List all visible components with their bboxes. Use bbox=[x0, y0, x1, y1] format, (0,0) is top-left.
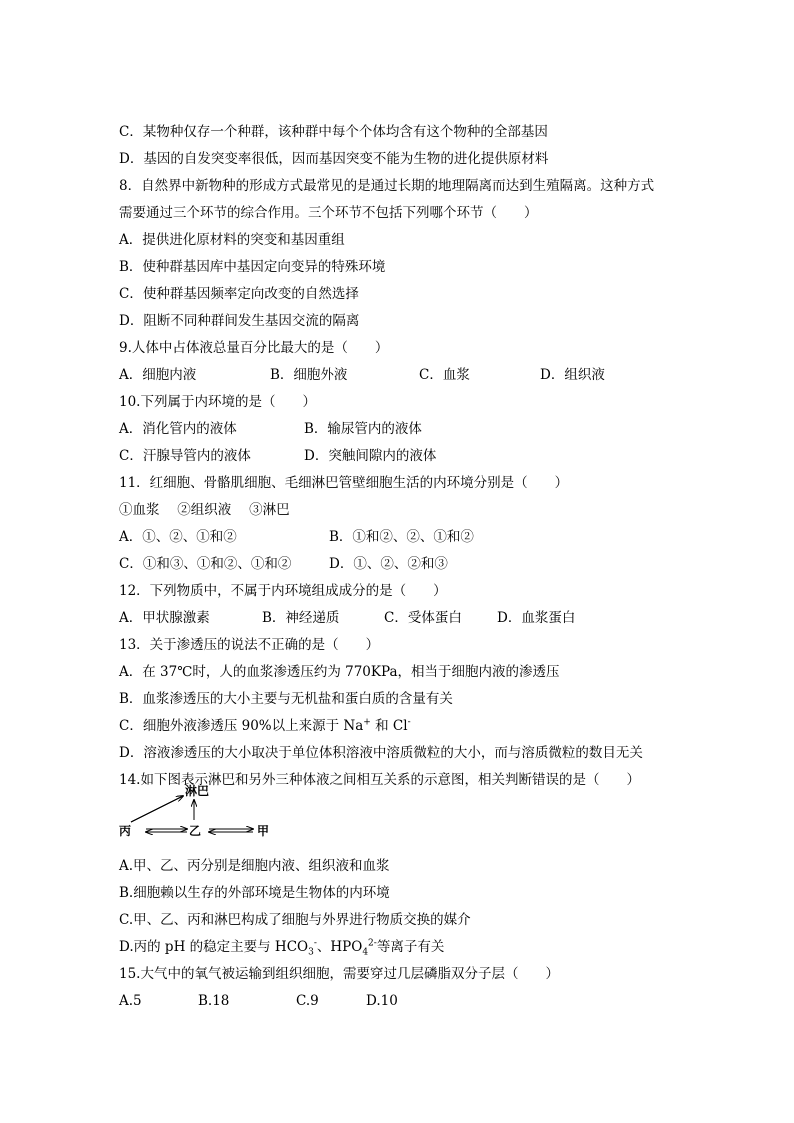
q12-option-d: D．血浆蛋白 bbox=[497, 610, 576, 626]
q12-stem: 12．下列物质中，不属于内环境组成成分的是（ ） bbox=[119, 583, 447, 599]
q9-option-c: C．血浆 bbox=[419, 367, 470, 383]
q10-stem: 10.下列属于内环境的是（ ） bbox=[119, 394, 316, 410]
q15-option-b: B.18 bbox=[198, 993, 230, 1009]
q12-option-c: C．受体蛋白 bbox=[384, 610, 462, 626]
q8-option-b: B．使种群基因库中基因定向变异的特殊环境 bbox=[119, 259, 386, 275]
q10-option-c: C．汗腺导管内的液体 bbox=[119, 448, 251, 464]
q13-stem: 13．关于渗透压的说法不正确的是（ ） bbox=[119, 637, 380, 653]
hco3-subscript: 3 bbox=[308, 947, 314, 958]
q11-option-b: B．①和②、②、①和② bbox=[329, 529, 474, 545]
q9-option-b: B．细胞外液 bbox=[270, 367, 348, 383]
q7-option-c: C．某物种仅存一个种群，该种群中每个个体均含有这个物种的全部基因 bbox=[119, 124, 548, 140]
q15-option-c: C.9 bbox=[296, 993, 319, 1009]
q9-option-a: A．细胞内液 bbox=[119, 367, 197, 383]
q14-option-d-text: D.丙的 pH 的稳定主要与 HCO bbox=[119, 939, 309, 955]
q11-option-d: D．①、②、②和③ bbox=[329, 556, 448, 572]
q10-option-a: A．消化管内的液体 bbox=[119, 421, 237, 437]
q7-option-d: D．基因的自发突变率很低，因而基因突变不能为生物的进化提供原材料 bbox=[119, 151, 549, 167]
q14-option-b: B.细胞赖以生存的外部环境是生物体的内环境 bbox=[119, 885, 390, 901]
hco3-charge: - bbox=[313, 938, 317, 949]
q9-stem: 9.人体中占体液总量百分比最大的是（ ） bbox=[119, 340, 389, 356]
q11-option-a: A．①、②、①和② bbox=[119, 529, 237, 545]
cl-charge: - bbox=[407, 717, 411, 728]
q14-option-d-post: 等离子有关 bbox=[376, 939, 445, 955]
q11-stem: 11．红细胞、骨骼肌细胞、毛细淋巴管壁细胞生活的内环境分别是（ ） bbox=[119, 475, 569, 491]
q9-option-d: D．组织液 bbox=[540, 367, 605, 383]
hpo4-charge: 2- bbox=[368, 938, 377, 949]
q14-stem: 14.如下图表示淋巴和另外三种体液之间相互关系的示意图，相关判断错误的是（ ） bbox=[119, 772, 640, 788]
label-yi: 乙 bbox=[189, 824, 202, 838]
q14-option-d-mid: 、HPO bbox=[316, 939, 363, 955]
q12-option-a: A．甲状腺激素 bbox=[119, 610, 210, 626]
q13-option-c-mid: 和 Cl bbox=[370, 718, 408, 734]
q13-option-d: D．溶液渗透压的大小取决于单位体积溶液中溶质微粒的大小，而与溶质微粒的数目无关 bbox=[119, 745, 643, 761]
q14-option-c: C.甲、乙、丙和淋巴构成了细胞与外界进行物质交换的媒介 bbox=[119, 912, 471, 928]
q13-option-a: A．在 37℃时，人的血浆渗透压约为 770KPa，相当于细胞内液的渗透压 bbox=[119, 664, 560, 680]
q10-option-d: D．突触间隙内的液体 bbox=[304, 448, 437, 464]
q8-option-c: C．使种群基因频率定向改变的自然选择 bbox=[119, 286, 359, 302]
q13-option-b: B．血浆渗透压的大小主要与无机盐和蛋白质的含量有关 bbox=[119, 691, 453, 707]
label-jia: 甲 bbox=[257, 824, 270, 838]
q13-option-c-text: C．细胞外液渗透压 90%以上来源于 Na bbox=[119, 718, 364, 734]
body-fluid-diagram bbox=[119, 782, 279, 842]
na-charge: + bbox=[363, 717, 371, 728]
q15-stem: 15.大气中的氧气被运输到组织细胞，需要穿过几层磷脂双分子层（ ） bbox=[119, 966, 559, 982]
q14-option-a: A.甲、乙、丙分别是细胞内液、组织液和血浆 bbox=[119, 858, 390, 874]
q11-key: ①血浆 ②组织液 ③淋巴 bbox=[119, 502, 290, 518]
q11-option-c: C．①和③、①和②、①和② bbox=[119, 556, 292, 572]
q8-option-a: A．提供进化原材料的突变和基因重组 bbox=[119, 232, 345, 248]
q13-option-c bbox=[119, 717, 411, 735]
q8-stem-line2: 需要通过三个环节的综合作用。三个环节不包括下列哪个环节（ ） bbox=[119, 205, 538, 221]
label-bing: 丙 bbox=[119, 824, 132, 838]
q8-option-d: D．阻断不同种群间发生基因交流的隔离 bbox=[119, 313, 360, 329]
q14-option-d bbox=[119, 938, 444, 956]
q15-option-d: D.10 bbox=[366, 993, 398, 1009]
q8-stem-line1: 8．自然界中新物种的形成方式最常见的是通过长期的地理隔离而达到生殖隔离。这种方式 bbox=[119, 178, 655, 194]
q15-option-a: A.5 bbox=[119, 993, 142, 1009]
label-lymph: 淋巴 bbox=[185, 784, 210, 798]
hpo4-subscript: 4 bbox=[362, 947, 369, 958]
q10-option-b: B．输尿管内的液体 bbox=[304, 421, 422, 437]
q12-option-b: B．神经递质 bbox=[262, 610, 340, 626]
